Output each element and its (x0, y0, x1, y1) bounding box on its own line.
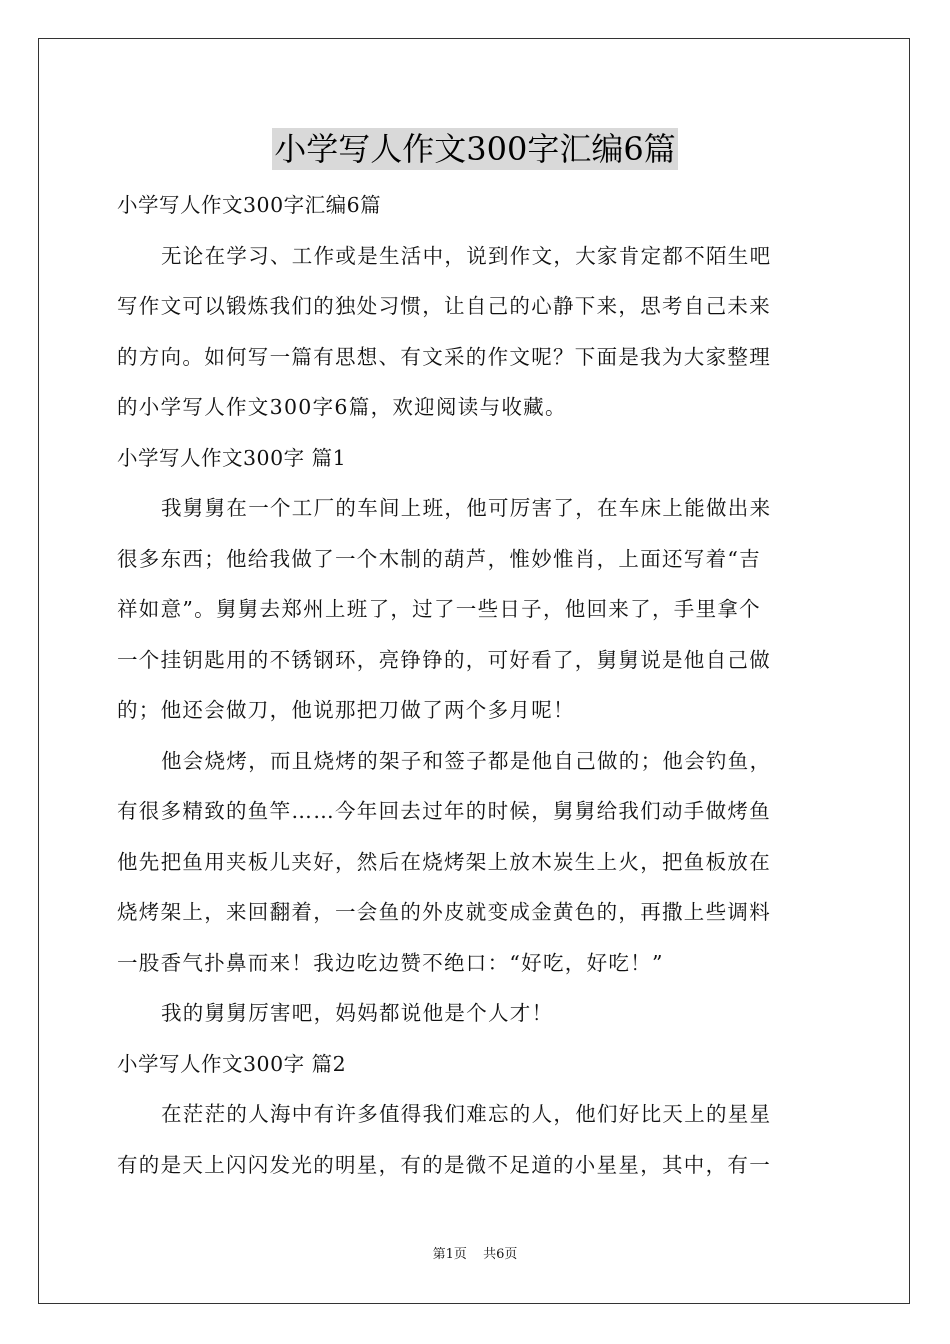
section-heading-2: 小学写人作文300字 篇2 (117, 1051, 347, 1076)
text-line: 的小学写人作文300字6篇，欢迎阅读与收藏。 (117, 395, 567, 419)
text-line: 一股香气扑鼻而来！我边吃边赞不绝口：“好吃，好吃！” (117, 950, 664, 975)
text-line: 烧烤架上，来回翻着，一会鱼的外皮就变成金黄色的，再撒上些调料 (117, 900, 771, 924)
text-line: 的方向。如何写一篇有思想、有文采的作文呢？下面是我为大家整理 (117, 344, 771, 369)
text-line: 有的是天上闪闪发光的明星，有的是微不足道的小星星，其中，有一 (117, 1152, 771, 1177)
section2-paragraph-1 (117, 1089, 833, 1190)
text-line: 无论在学习、工作或是生活中，说到作文，大家肯定都不陌生吧 (161, 243, 772, 268)
text-line: 一个挂钥匙用的不锈钢环，亮铮铮的，可好看了，舅舅说是他自己做 (117, 647, 771, 672)
text-line: 在茫茫的人海中有许多值得我们难忘的人，他们好比天上的星星 (161, 1102, 772, 1126)
section1-paragraph-2 (117, 736, 833, 989)
text-line: 很多东西；他给我做了一个木制的葫芦，惟妙惟肖，上面还写着“吉 (117, 546, 761, 571)
section1-paragraph-3 (117, 988, 833, 1039)
text-line: 我舅舅在一个工厂的车间上班，他可厉害了，在车床上能做出来 (161, 496, 772, 520)
page-footer (0, 1246, 950, 1264)
section-heading-1: 小学写人作文300字 篇1 (117, 445, 347, 470)
document-title: 小学写人作文300字汇编6篇 (274, 130, 676, 168)
page-total: 共6页 (483, 1247, 518, 1262)
text-line: 他会烧烤，而且烧烤的架子和签子都是他自己做的；他会钓鱼， (161, 748, 772, 773)
document-body (117, 128, 833, 1190)
intro-paragraph (117, 231, 833, 433)
section1-paragraph-1 (117, 483, 833, 736)
title-wrap (117, 128, 833, 174)
text-line: 我的舅舅厉害吧，妈妈都说他是个人才！ (161, 1001, 554, 1025)
page-number: 第1页 (432, 1247, 467, 1262)
text-line: 写作文可以锻炼我们的独处习惯，让自己的心静下来，思考自己未来 (117, 294, 771, 318)
text-line: 有很多精致的鱼竿……今年回去过年的时候，舅舅给我们动手做烤鱼 (117, 799, 771, 823)
document-subtitle: 小学写人作文300字汇编6篇 (117, 193, 382, 217)
text-line: 祥如意”。舅舅去郑州上班了，过了一些日子，他回来了，手里拿个 (117, 597, 761, 621)
text-line: 的；他还会做刀，他说那把刀做了两个多月呢！ (117, 698, 575, 722)
text-line: 他先把鱼用夹板儿夹好，然后在烧烤架上放木炭生上火，把鱼板放在 (117, 849, 771, 874)
